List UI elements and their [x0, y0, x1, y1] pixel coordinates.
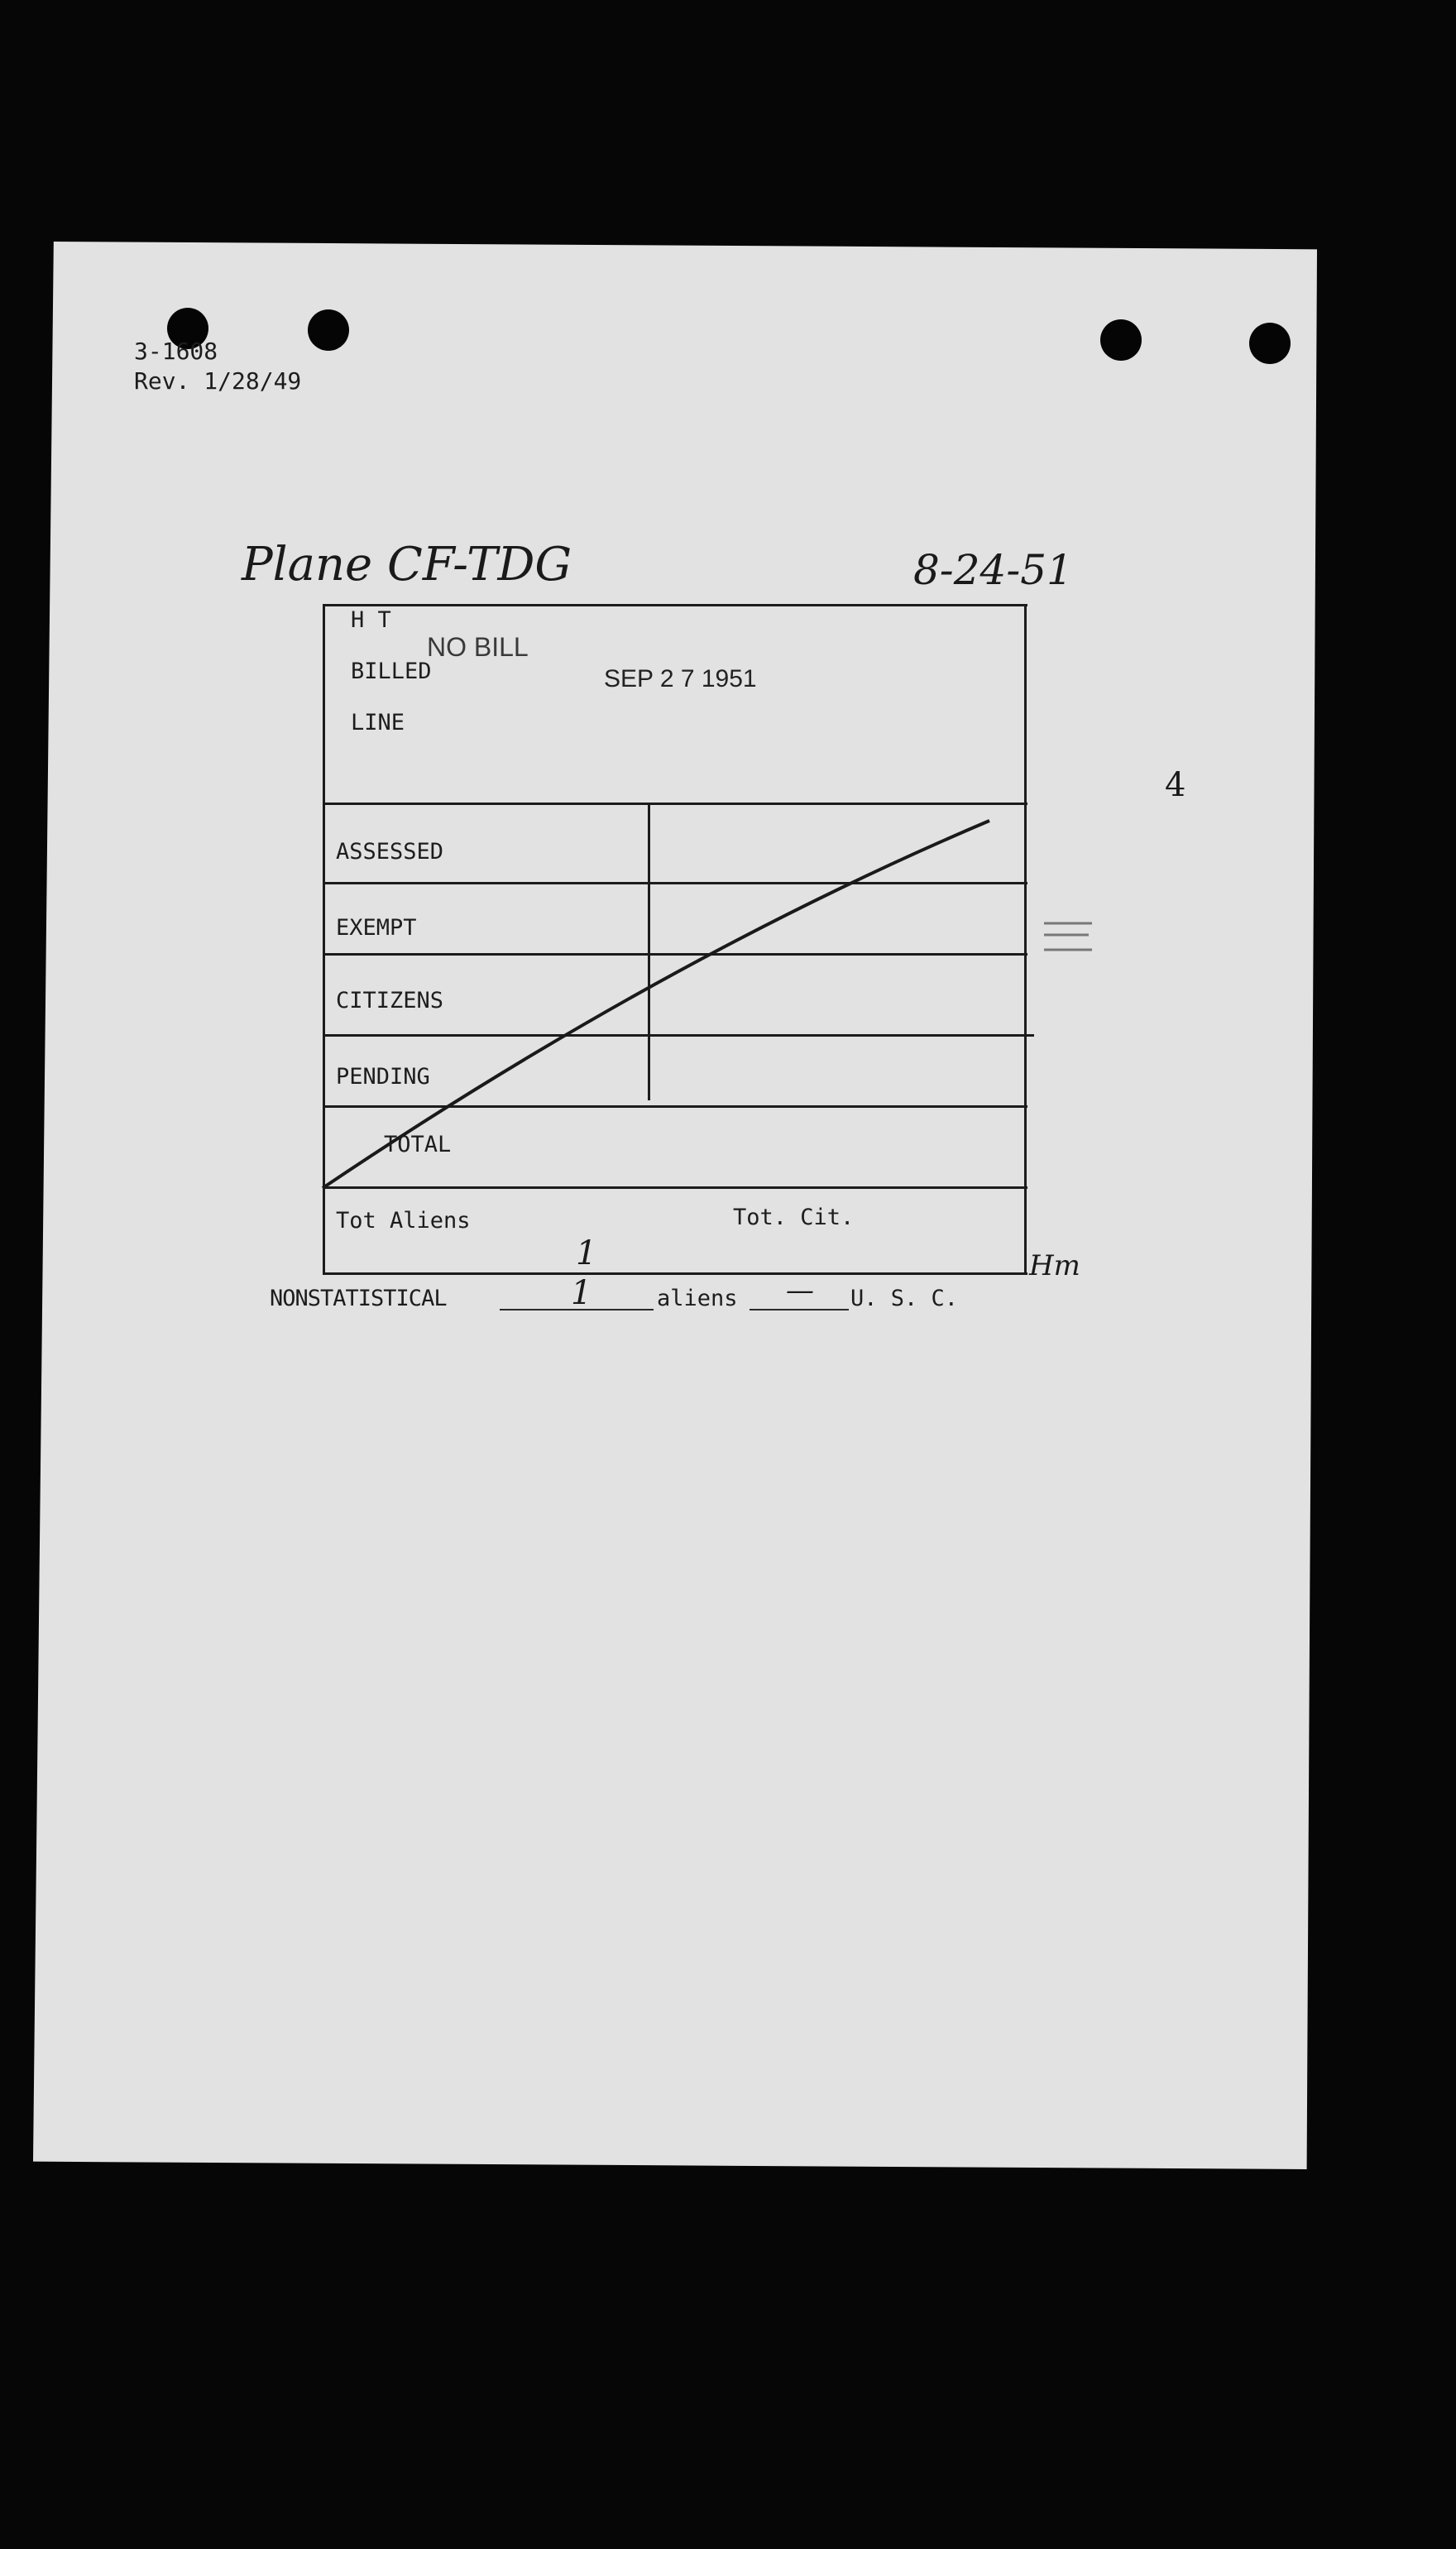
row-exempt: EXEMPT	[336, 915, 417, 941]
initials: Hm	[1029, 1249, 1080, 1282]
usc-label: U. S. C.	[850, 1286, 959, 1311]
header-ht: H T	[351, 607, 391, 633]
aliens-count: 1	[571, 1274, 592, 1312]
tot-aliens-label: Tot Aliens	[336, 1208, 471, 1234]
usc-blank	[750, 1309, 849, 1310]
tot-cit-label: Tot. Cit.	[733, 1205, 855, 1230]
nonstatistical-label: NONSTATISTICAL	[270, 1286, 447, 1311]
margin-mark: 4	[1165, 766, 1186, 804]
handwritten-plane: Plane CF-TDG	[242, 538, 572, 592]
row-total: TOTAL	[384, 1132, 452, 1157]
row-citizens: CITIZENS	[336, 988, 444, 1013]
form-number: 3-1608	[134, 338, 218, 365]
header-line: LINE	[351, 710, 405, 735]
aliens-count-above: 1	[576, 1234, 597, 1272]
aliens-label: aliens	[657, 1286, 738, 1311]
stamp-date: SEP 2 7 1951	[604, 665, 757, 692]
row-pending: PENDING	[336, 1064, 430, 1090]
row-assessed: ASSESSED	[336, 839, 444, 865]
handwritten-date: 8-24-51	[913, 546, 1073, 594]
header-billed: BILLED	[351, 659, 432, 684]
form-revision: Rev. 1/28/49	[134, 367, 302, 395]
stamp-no-bill: NO BILL	[427, 632, 529, 662]
usc-count: —	[786, 1274, 814, 1307]
